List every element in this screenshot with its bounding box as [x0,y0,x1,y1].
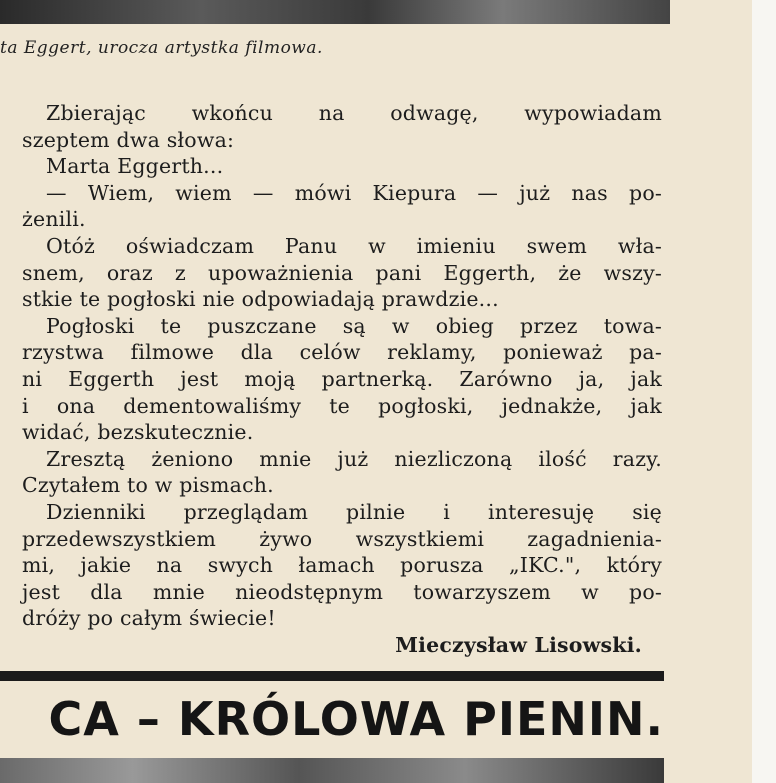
article-line: widać, bezskutecznie. [22,420,254,445]
article-line: Pogłoski te puszczane są w obieg przez towa- [46,313,662,338]
section-divider [0,671,664,681]
article-line: Zresztą żeniono mnie już niezliczoną ilość razy. [46,446,662,471]
author-signature: Mieczysław Lisowski. [395,632,642,657]
article-line: snem, oraz z upoważnienia pani Eggerth, że wszy- [22,260,662,285]
article-line: szeptem dwa słowa: [22,127,235,152]
page-margin [752,0,776,783]
article-line: Dzienniki przeglądam pilnie i interesuję się [46,499,662,524]
photo-caption: ta Eggert, urocza artystka filmowa. [0,38,323,58]
article-line: przedewszystkiem żywo wszystkiemi zagadnienia- [22,526,662,551]
photo-fragment-bottom [0,758,664,783]
article-line: mi, jakie na swych łamach porusza „IKC.", który [22,553,662,578]
article-line: ni Eggerth jest moją partnerką. Zarówno ja, jak [22,366,662,391]
article-line: żenili. [22,207,86,232]
article-line: Marta Eggerth... [46,154,224,179]
photo-fragment-top [0,0,670,24]
article-line: rzystwa filmowe dla celów reklamy, ponieważ pa- [22,340,662,365]
article-line: Czytałem to w pismach. [22,473,274,498]
article-body [22,100,662,658]
article-line: jest dla mnie nieodstępnym towarzyszem w po- [22,579,662,604]
article-line: — Wiem, wiem — mówi Kiepura — już nas po- [46,180,662,205]
article-line: stkie te pogłoski nie odpowiadają prawdzie... [22,287,499,312]
article-line: i ona dementowaliśmy te pogłoski, jednakże, jak [22,393,662,418]
article-line: Otóż oświadczam Panu w imieniu swem wła- [46,233,662,258]
article-line: dróży po całym świecie! [22,606,276,631]
section-headline: CA – KRÓLOWA PIENIN. [48,692,664,746]
article-line: Zbierając wkońcu na odwagę, wypowiadam [46,101,662,125]
